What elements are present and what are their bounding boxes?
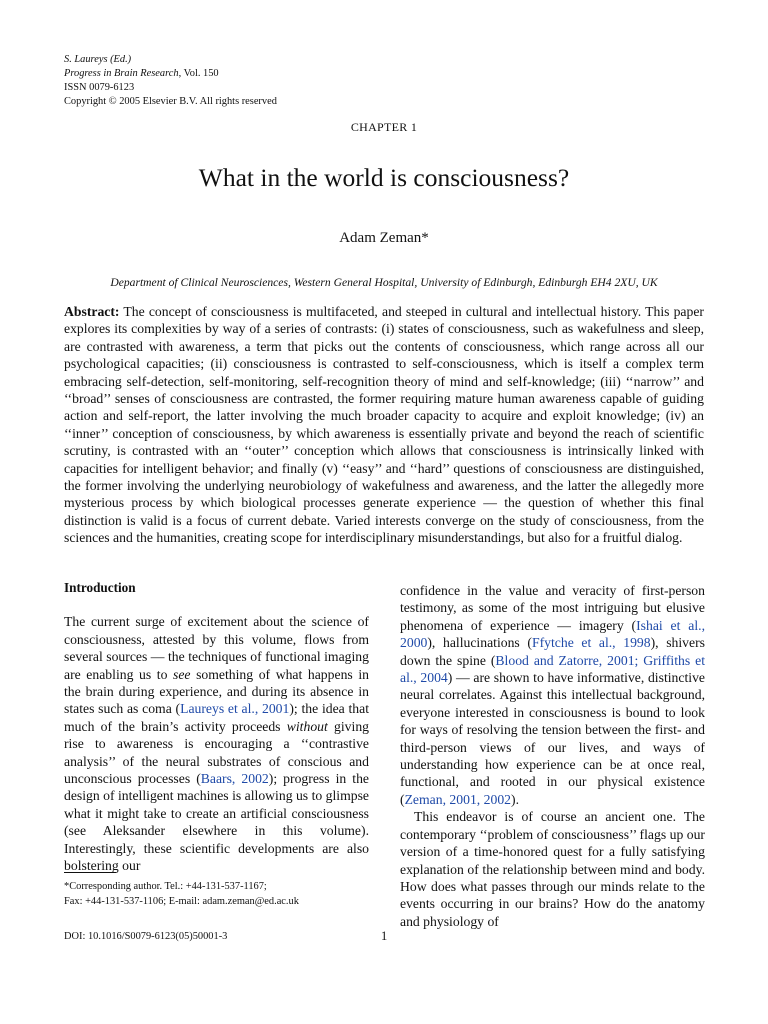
intro-paragraph-2: This endeavor is of course an ancient one. The contemporary ‘‘problem of consciousness’’ flags up our version of a time-honored quest for a fully satisfying explanation of the relationship between mind and body. How does what passes through our minds relate to the events occurring in our brains? How do the anatomy and physiology of xyxy=(400,809,705,929)
text-run: something of what happens in the brain during experience, and during its absence in states such as coma ( xyxy=(64,666,369,717)
page-number: 1 xyxy=(381,929,388,943)
abstract-label: Abstract: xyxy=(64,304,120,319)
text-run: ), hallucinations ( xyxy=(427,635,532,651)
abstract-text: The concept of consciousness is multifaceted, and steeped in cultural and intellectual history. This paper explores its complexities by way of a series of contrasts: (i) states of consciousness, such as wakefulness and sleep, are contrasted with awareness, a term that picks out the contents of consciousness, which range across all our psychological capacities; (ii) consciousness is contrasted to self-consciousness, which is itself a complex term embracing self-detection, self-monitoring, self-recognition theory of mind and self-knowledge; (iii) ‘‘narrow’’ and ‘‘broad’’ senses of consciousness are contrasted, the former requiring mature human awareness capable of guiding action and self-report, the latter involving the much broader capacity to acquire and exploit knowledge; (iv) an ‘‘inner’’ conception of consciousness, by which awareness is essentially private and beyond the reach of scientific scrutiny, is contrasted with an ‘‘outer’’ conception which allows that consciousness is intrinsically linked with capacities for intelligent behavior; and finally (v) ‘‘easy’’ and ‘‘hard’’ questions of consciousness are distinguished, the former involving the underlying neurobiology of wakefulness and awareness, and the latter the allegedly more mysterious process by which biological processes generate experience — the question of whether this final distinction is valid is a focus of current debate. Varied interests converge on the study of consciousness, from the sciences and the humanities, creating scope for interdisciplinary misunderstandings, but also for a fruitful dialog. xyxy=(64,304,704,546)
section-heading-introduction: Introduction xyxy=(64,580,136,595)
text-run: ) — are shown to have informative, distinctive neural correlates. Against this intellectual background, everyone interested in consciousness is bound to look for ways of resolving the tension between the first- and third-person views of our lives, and ways of understanding how experience can be at once real, functional, and rooted in our physical existence ( xyxy=(400,670,705,807)
citation-link-ffytche[interactable]: Ffytche et al., 1998 xyxy=(531,635,651,651)
text-run: giving rise to awareness is encouraging a ‘‘contrastive analysis’’ of the neural substrates of conscious and unconscious processes ( xyxy=(64,718,370,787)
footnote xyxy=(64,880,394,909)
right-column xyxy=(400,582,705,930)
abstract xyxy=(64,303,704,547)
volume-number: , Vol. 150 xyxy=(178,68,219,79)
emphasis-without: without xyxy=(286,718,328,734)
citation-link-baars[interactable]: Baars, 2002 xyxy=(200,771,269,787)
intro-paragraph-1 xyxy=(64,613,369,874)
footnote-divider xyxy=(64,872,116,873)
emphasis-see: see xyxy=(173,666,191,682)
author-affiliation: Department of Clinical Neurosciences, Western General Hospital, University of Edinburgh, Edinburgh EH4 2XU, UK xyxy=(110,276,658,289)
editor-line: S. Laureys (Ed.) xyxy=(64,54,132,65)
citation-link-blood-griffiths[interactable]: Blood and Zatorre, 2001; Griffiths et al., 2004 xyxy=(400,652,705,686)
publication-meta xyxy=(64,53,277,109)
text-run: ); the idea that much of the brain’s activity proceeds xyxy=(64,701,370,734)
copyright-line: Copyright © 2005 Elsevier B.V. All rights reserved xyxy=(64,96,277,107)
footnote-line-2: Fax: +44-131-537-1106; E-mail: adam.zeman@ed.ac.uk xyxy=(64,895,299,907)
series-line xyxy=(64,67,277,81)
doi-line: DOI: 10.1016/S0079-6123(05)50001-3 xyxy=(64,931,228,942)
citation-link-zeman[interactable]: Zeman, 2001, 2002 xyxy=(404,791,512,807)
text-run: The current surge of excitement about the science of consciousness, attested by this volume, flows from several sources — the techniques of functional imaging are enabling us to xyxy=(64,614,369,682)
issn-line: ISSN 0079-6123 xyxy=(64,82,135,93)
intro-paragraph-1-cont xyxy=(400,582,705,808)
paper-title: What in the world is consciousness? xyxy=(198,163,570,192)
text-run: confidence in the value and veracity of first-person testimony, as some of the most intriguing but elusive phenomena of experience — imagery ( xyxy=(400,583,705,633)
citation-link-laureys[interactable]: Laureys et al., 2001 xyxy=(180,701,290,717)
text-run: ). xyxy=(511,791,519,807)
citation-link-ishai[interactable]: Ishai et al., 2000 xyxy=(400,617,705,651)
text-run: ); progress in the design of intelligent machines is allowing us to glimpse what it might take to create an artificial consciousness (see Aleksander elsewhere in this volume). Interestingly, these scientific developments are also bolstering our xyxy=(64,771,370,874)
footnote-line-1: *Corresponding author. Tel.: +44-131-537-1167; xyxy=(64,881,267,892)
left-column xyxy=(64,579,369,875)
text-run: ), shivers down the spine ( xyxy=(400,635,705,668)
series-name: Progress in Brain Research xyxy=(64,68,179,79)
chapter-label: CHAPTER 1 xyxy=(350,120,418,134)
author-name: Adam Zeman* xyxy=(339,230,429,246)
